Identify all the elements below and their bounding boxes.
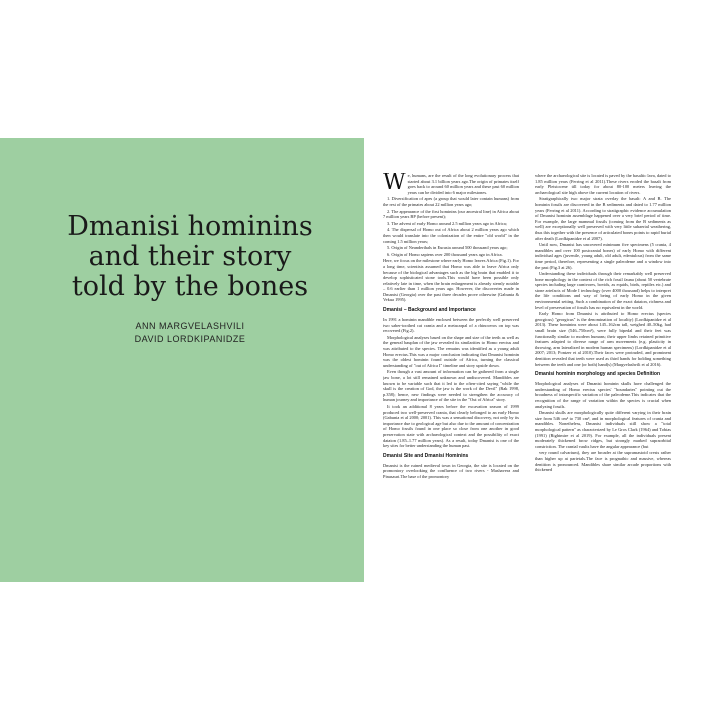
text-column-right — [535, 173, 671, 568]
body-paragraph: Morphological analyses of Dmanisi hominin skulls have challenged the understanding of Homo erectus species' "boundaries" pointing out the broadness of intraspecific variation of the paleodeme.This indicates that the recognition of the range of variation within the species is crucial when analyzing fossils. — [535, 381, 671, 409]
body-paragraph: It took an additional 8 years before the excavation season of 1999 produced two well-preserved crania, that clearly belonged to an early Homo (Gabunia et al 2000; 2001). This was a sensational discovery, not only by its importance due to geological age but also due to the amount of concentration of Homo fossils found in one place so close from one another in good preservation state with archaeological context and the possibility of exact dataion (1.85–1.77 million years). As a result, today Dmanisi is one of the key sites for better understanding the human past. — [383, 403, 519, 449]
body-paragraph: Until now, Dmanisi has uncovered minimum five specimens (5 crania, 4 mandibles and over 100 postcranial bones) of early Homo with different individual ages (juvenile, young adult, old adult, edentulous) from the same time period, therefore, representing a single paleodeme and a window into the past (Fig.3 at 26). — [535, 242, 671, 270]
section-heading: Dmanisi Site and Dmanisi Hominins — [383, 452, 469, 459]
body-paragraph: Morphological analyses based on the shape and size of the teeth as well as the general bauplan of the jaw revealed its similarities to Homo erectus and was attributed to the species. The remains was identified as a young adult Homo erectus.This was a major conclusion indicating that Dmanisi hominin was the oldest hominin found outside of Africa, turning the classical understanding of "out of Africa I" timeline and story upside down. — [383, 334, 519, 368]
author-list — [60, 320, 320, 346]
article-title — [40, 212, 340, 302]
body-paragraph: very round calvarium), they are broader at the supramastoid crests rather than higher up at parietals.The face is prognathic and massive, whereas dentition is pronounced. Mandibles share similar arcade proportions with thickened — [535, 450, 671, 473]
drop-cap: W — [383, 173, 406, 195]
body-paragraph: where the archaeological site is located is paved by the basaltic lava, dated to 1.85 million years (Ferring et al 2011).These rivers eroded the basalt from early Pleistocene till today for about 80-100 meters leaving the archaeological site high above the current location of rivers. — [535, 173, 671, 195]
title-line: told by the bones — [71, 271, 309, 302]
body-paragraph: In 1991 a hominin mandible enclosed between the perfectly well preserved two saber-toothed cat crania and a metacarpal of a rhinoceros on top was recovered (Fig.2). — [383, 317, 519, 334]
title-line: Dmanisi hominins — [67, 211, 313, 242]
section-heading: Dmanisi – Background and Importance — [383, 307, 476, 314]
milestone-item: 1. Diversification of apes (a group that would later contain humans) from the rest of the primates about 22 million years ago; — [383, 196, 519, 207]
milestone-item: 4. The dispersal of Homo out of Africa about 2 million years ago which then would translate into the colonization of the entire "old world" in the coming 1.5 million years; — [383, 227, 519, 244]
text-column-left — [383, 173, 519, 568]
section-heading: Dmanisi hominin morphology and species Definition — [535, 371, 661, 378]
milestone-item: 6. Origin of Homo sapiens over 200 thousand years ago in Africa. — [387, 251, 503, 257]
body-paragraph: Dmanisi skulls are morphologically quite different varying in their brain size from 546 cm³ to 730 cm³, and in morphological features of crania and mandibles. Nonetheless, Dmanisi individuals still show a "total morphological pattern" as characterized by Le Gros Clark (1964) and Tobias (1991) (Rightmire et al 2019). For example, all the individuals present moderately thickened brow ridges, but strongly marked supraorbital constriction. The cranial vaults have the angular appearance (but — [535, 410, 671, 449]
body-paragraph: Even though a vast amount of information can be gathered from a single jaw bone, a lot still remained unknown and undiscovered. Mandibles are known to be variable such that it led to the often-cited saying "while the skull is the creation of God, the jaw is the work of the Devil" (Rak 1998, p.358); hence, new findings were needed to strengthen the accuracy of human journey and importance of the site in the "Out of Africa" story. — [383, 369, 519, 403]
title-panel — [0, 138, 364, 582]
milestone-item: 5. Origin of Neanderthals in Eurasia around 500 thousand years ago; — [387, 245, 508, 251]
title-line: and their story — [88, 241, 292, 272]
author-name: ANN MARGVELASHVILI — [135, 321, 245, 331]
body-paragraph: Here, we focus on the milestone where early Homo leaves Africa (Fig.1). For a long time, scientists assumed that Homo was able to leave Africa only because of the biological advantages such as the big brain that enabled it to develop sophisticated stone tools.This would have been possible only relatively late in time, when the brain enlargement is already sternly notable – 0.6 earlier than 1 million years ago. However, the discoveries made in Dmanisi (Georgia) over the past three decades prove otherwise (Gabunia & Vekua 1995). — [383, 258, 519, 303]
milestone-item: 2. The appearance of the first hominins (our ancestral line) in Africa about 7 million years BP (before present); — [383, 208, 519, 220]
body-paragraph: Stratigraphically two major strata overlay the basalt: A and B. The hominin fossils are discovered in the B sediments and dated to 1.77 million years (Ferring et al 2011). According to stratigraphic evidence accumulation of Dmanisi hominin assemblage happened over a very brief period of time. For example, the large mammal fossils (coming from the B sediments as well) are exceptionally well preserved with very little subaerial weathering, thus this together with the presence of articulated bones points to rapid burial after death (Lordkipanidze et al 2007). — [535, 196, 671, 241]
author-name: DAVID LORDKIPANIDZE — [134, 334, 246, 344]
article-body — [383, 173, 671, 568]
body-paragraph: Dmanisi is the ruined medieval town in Georgia, the site is located on the promontory overlooking the confluence of two rivers - Mashavera and Pinasauri.The base of the promontory — [383, 462, 519, 479]
body-paragraph: Understanding these individuals through their remarkably well preserved bone morphology in the context of the rich fossil fauna (about 50 vertebrate species including large carnivores, bovids, as equids, birds, reptiles etc.) and stone artefacts of Mode I technology (over 4000 thousand) helps to interpret the life conditions and way of being of early Homo in the given environmental setting. Such a combination of the exact dataion, richness and level of preservation of fossils has no equivalent in the world. — [535, 271, 671, 310]
intro-paragraph: We, humans, are the result of the long evolutionary process that started about 3.1 billion years ago.The origin of primates itself goes back to around 60 million years and these past 60 million years can be divided into 6 major milestones. — [383, 173, 519, 195]
milestone-item: 3. The advent of early Homo around 2.5 million years ago in Africa; — [387, 220, 507, 226]
body-paragraph: Early Homo from Dmanisi is attributed to Homo erectus (species georgicus) "georgicus" is the denomination of locality) (Lordkipanidze et al 2013). These hominins were about 145–162cm tall, weighed 40–50kg, had small brain size (546–750cm³), were fully bipedal and their feet was functionally similar to modern humans; their upper limbs retained primitive features adapted to diverse range of arm movements (e.g. plasticity in throwing, arm lateralized in modern human specimens) (Lordkipanidze et al 2007; 2013; Pontzer et al 2010).Their faces were protruded, and prominent dentition revealed that teeth were used as third hands for holding something between the teeth and one (or both) hand(s) (Margvelashvili et al 2016). — [535, 311, 671, 367]
